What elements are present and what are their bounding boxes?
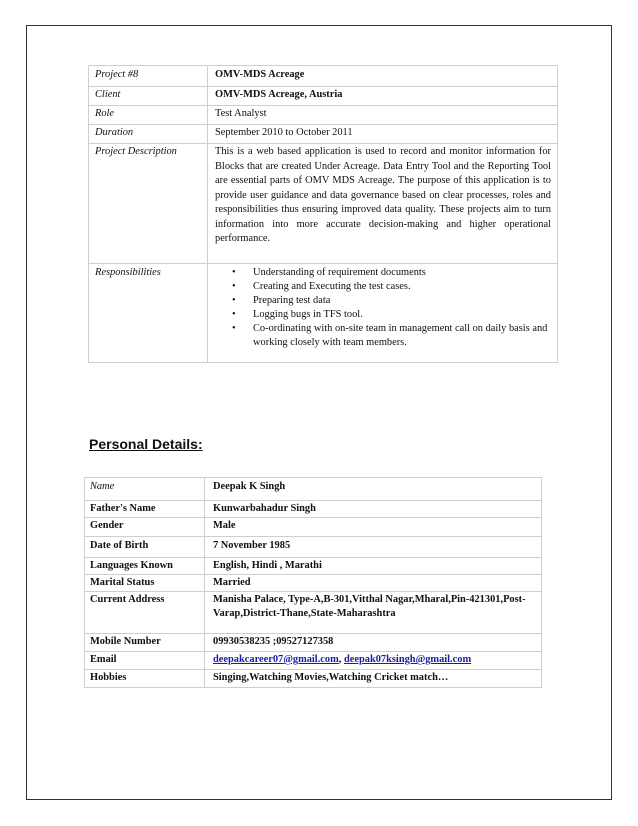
email-cell xyxy=(205,652,542,670)
table-row xyxy=(85,670,542,688)
table-row xyxy=(89,66,558,87)
address-value: Manisha Palace, Type-A,B-301,Vitthal Nagar,Mharal,Pin-421301,Post-Varap,District-Thane,State-Maharashtra xyxy=(205,592,542,634)
date-of-birth-label: Date of Birth xyxy=(85,537,205,558)
email-link-secondary[interactable]: deepak07ksingh@gmail.com xyxy=(343,654,472,665)
list-item: • Logging bugs in TFS tool. xyxy=(253,308,551,322)
hobbies-value: Singing,Watching Movies,Watching Cricket match… xyxy=(205,670,542,688)
role-label: Role xyxy=(89,106,208,125)
table-row xyxy=(89,87,558,106)
project-description-label: Project Description xyxy=(89,144,208,264)
languages-value: English, Hindi , Marathi xyxy=(205,558,542,575)
client-value: OMV-MDS Acreage, Austria xyxy=(208,87,558,106)
languages-label: Languages Known xyxy=(85,558,205,575)
responsibilities-list xyxy=(215,266,551,350)
table-row xyxy=(85,575,542,592)
table-row xyxy=(89,144,558,264)
table-row xyxy=(85,634,542,652)
project-number-label: Project #8 xyxy=(89,66,208,87)
list-item: • Preparing test data xyxy=(253,294,551,308)
responsibilities-cell xyxy=(208,264,558,363)
table-row xyxy=(85,652,542,670)
list-item: • Understanding of requirement documents xyxy=(253,266,551,280)
father-name-value: Kunwarbahadur Singh xyxy=(205,501,542,518)
gender-label: Gender xyxy=(85,518,205,537)
table-row xyxy=(85,518,542,537)
table-row xyxy=(85,592,542,634)
list-item: • Creating and Executing the test cases. xyxy=(253,280,551,294)
project-description-text: This is a web based application is used to record and monitor information for Blocks that are created Under Acreage. Data Entry Tool and the Reporting Tool are essential parts of OMV MDS Acreage. The purpose of this application is to provide user guidance and data governance based on clear processes, roles and responsibilities thus ensuring improved data quality. These projects aim to turn information into more accurate decision-making and higher operational performance. xyxy=(215,146,551,244)
project-table xyxy=(88,65,558,363)
table-row xyxy=(85,558,542,575)
list-item: • Co-ordinating with on-site team in management call on daily basis and working closely with team members. xyxy=(253,322,551,350)
hobbies-label: Hobbies xyxy=(85,670,205,688)
personal-details-heading: Personal Details: xyxy=(89,436,203,452)
table-row xyxy=(85,501,542,518)
marital-status-value: Married xyxy=(205,575,542,592)
table-row xyxy=(85,478,542,501)
marital-status-label: Marital Status xyxy=(85,575,205,592)
email-separator: , xyxy=(338,654,344,665)
address-label: Current Address xyxy=(85,592,205,634)
email-label: Email xyxy=(85,652,205,670)
project-description-cell xyxy=(208,144,558,264)
client-label: Client xyxy=(89,87,208,106)
mobile-label: Mobile Number xyxy=(85,634,205,652)
email-link-primary[interactable]: deepakcareer07@gmail.com xyxy=(213,654,339,665)
gender-value: Male xyxy=(205,518,542,537)
father-name-label: Father's Name xyxy=(85,501,205,518)
table-row xyxy=(89,264,558,363)
table-row xyxy=(85,537,542,558)
mobile-value: 09930538235 ;09527127358 xyxy=(205,634,542,652)
name-value: Deepak K Singh xyxy=(205,478,542,501)
responsibilities-label: Responsibilities xyxy=(89,264,208,363)
duration-value: September 2010 to October 2011 xyxy=(208,125,558,144)
table-row xyxy=(89,125,558,144)
date-of-birth-value: 7 November 1985 xyxy=(205,537,542,558)
project-name-value: OMV-MDS Acreage xyxy=(208,66,558,87)
duration-label: Duration xyxy=(89,125,208,144)
personal-details-table xyxy=(84,477,542,688)
table-row xyxy=(89,106,558,125)
name-label: Name xyxy=(85,478,205,501)
role-value: Test Analyst xyxy=(208,106,558,125)
